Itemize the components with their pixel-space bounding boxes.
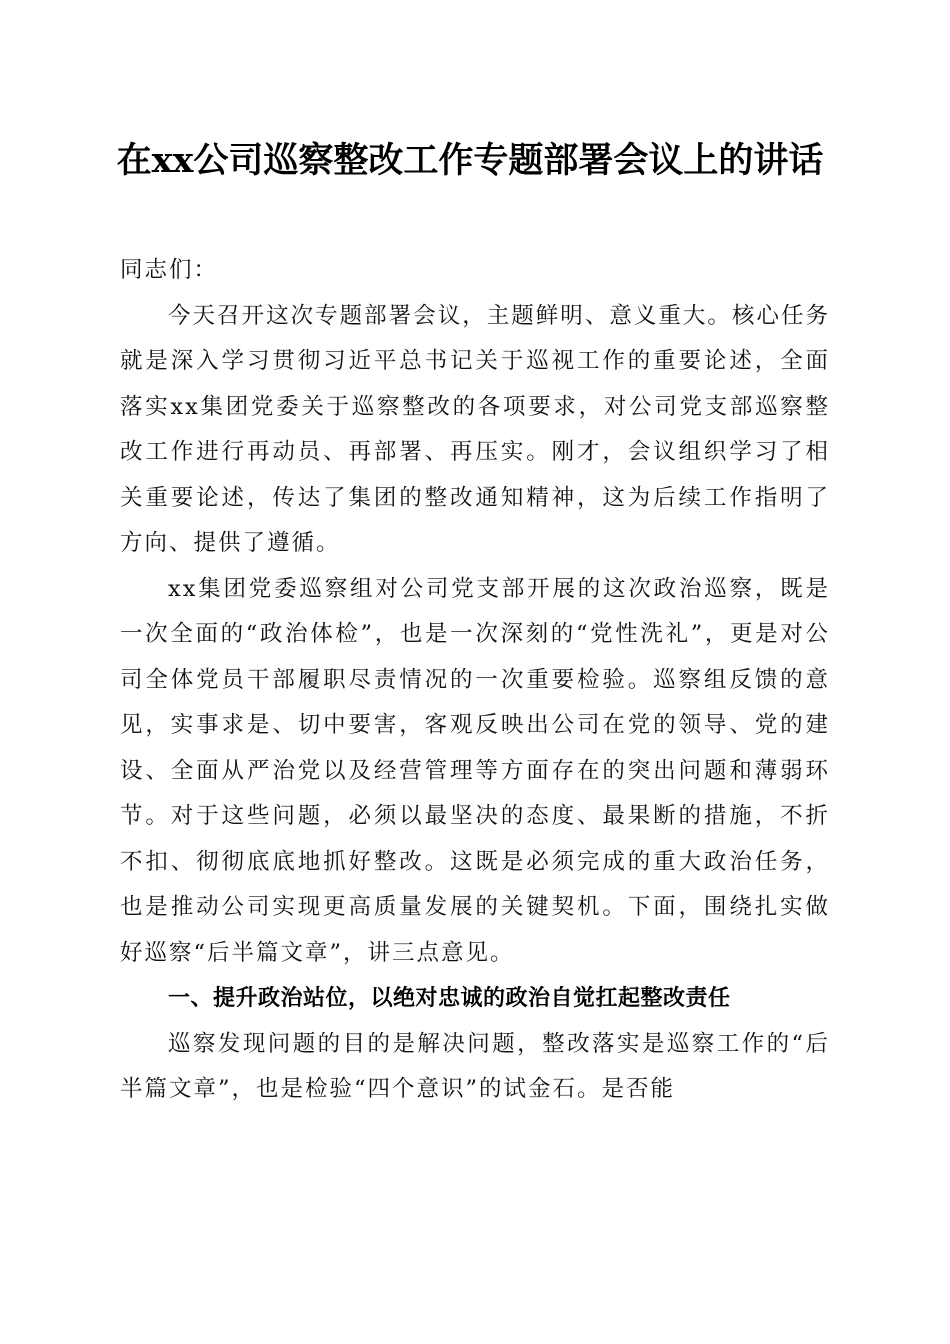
paragraph-section-1: 巡察发现问题的目的是解决问题，整改落实是巡察工作的“后半篇文章”，也是检验“四个意识”的试金石。是否能 [120, 1030, 830, 1102]
salutation: 同志们： [120, 257, 219, 283]
paragraph-inspection: xx集团党委巡察组对公司党支部开展的这次政治巡察，既是一次全面的“政治体检”，也是一次深刻的“党性洗礼”，更是对公司全体党员干部履职尽责情况的一次重要检验。巡察组反馈的意见，实事求是、切中要害，客观反映出公司在党的领导、党的建设、全面从严治党以及经营管理等方面存在的突出问题和薄弱环节。对于这些问题，必须以最坚决的态度、最果断的措施，不折不扣、彻彻底底地抓好整改。这既是必须完成的重大政治任务，也是推动公司实现更高质量发展的关键契机。下面，围绕扎实做好巡察“后半篇文章”，讲三点意见。 [120, 575, 830, 966]
document-body [120, 248, 830, 1113]
paragraph-opening: 今天召开这次专题部署会议，主题鲜明、意义重大。核心任务就是深入学习贯彻习近平总书记关于巡视工作的重要论述，全面落实xx集团党委关于巡察整改的各项要求，对公司党支部巡察整改工作进行再动员、再部署、再压实。刚才，会议组织学习了相关重要论述，传达了集团的整改通知精神，这为后续工作指明了方向、提供了遵循。 [120, 302, 830, 556]
section-heading-1: 一、提升政治站位，以绝对忠诚的政治自觉扛起整改责任 [168, 986, 731, 1011]
document-title: 在xx公司巡察整改工作专题部署会议上的讲话 [116, 140, 824, 181]
